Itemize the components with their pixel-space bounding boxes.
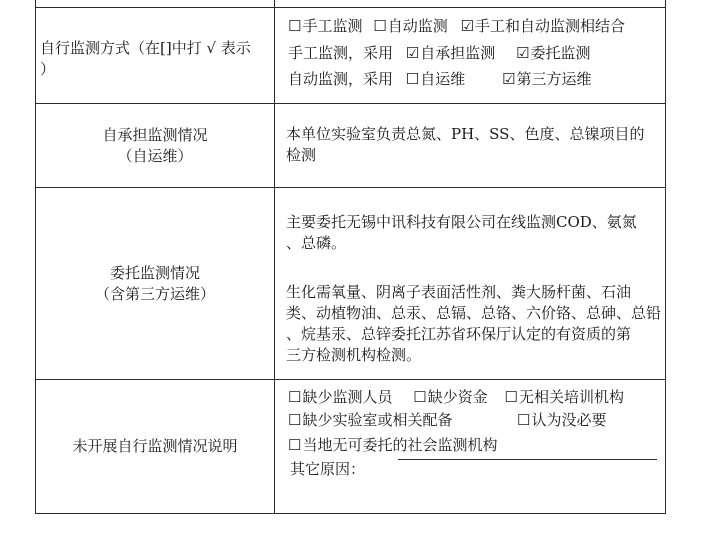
row3-para2-line3: 、烷基汞、总锌委托江苏省环保厅认定的有资质的第 <box>286 325 632 343</box>
row2-text-line1: 本单位实验室负责总氮、PH、SS、色度、总镍项目的 <box>286 125 645 143</box>
option-lack-funds-label: 缺少资金 <box>427 388 488 406</box>
checkbox-combined[interactable]: ☑手工和自动监测相结合 <box>460 17 625 35</box>
row2-label-cell <box>36 104 274 187</box>
row4-options-line2 <box>288 410 452 431</box>
checkbox-self-monitoring[interactable]: ☑自承担监测 <box>405 44 496 62</box>
checkbox-third-party[interactable]: ☑第三方运维 <box>502 70 592 88</box>
row3-label-line1: 委托监测情况 <box>109 263 200 282</box>
checkbox-entrusted[interactable]: ☑委托监测 <box>516 44 591 62</box>
row1-label-line1: 自行监测方式（在[]中打 √ 表示 <box>40 39 251 57</box>
row1-options-line3 <box>288 68 592 89</box>
row3-label-line2: （含第三方运维） <box>94 284 215 303</box>
option-self-monitoring-label: 自承担监测 <box>420 44 496 62</box>
option-manual-label: 手工监测 <box>302 17 363 35</box>
row3-para2-line1: 生化需氧量、阴离子表面活性剂、粪大肠杆菌、石油 <box>286 283 632 301</box>
row4-options-line1 <box>288 387 624 408</box>
row-divider-top <box>35 7 666 8</box>
option-automatic-label: 自动监测 <box>387 17 448 35</box>
row1-label-cell <box>40 38 272 80</box>
table-border-right <box>665 0 666 514</box>
option-no-agency-label: 当地无可委托的社会监测机构 <box>302 436 498 454</box>
checkbox-manual[interactable]: ☐手工监测 <box>288 17 363 35</box>
checkbox-no-agency[interactable]: ☐当地无可委托的社会监测机构 <box>288 436 498 454</box>
row1-label-line2: ） <box>40 60 56 78</box>
option-unnecessary-label: 认为没必要 <box>531 411 607 429</box>
row-divider-bottom <box>35 513 666 514</box>
row2-label-line2: （自运维） <box>117 146 193 165</box>
row4-label: 未开展自行监测情况说明 <box>72 437 238 455</box>
table-border-middle <box>274 0 275 514</box>
checkbox-no-training[interactable]: ☐无相关培训机构 <box>504 388 624 406</box>
row3-para2-line4: 三方检测机构检测。 <box>286 346 422 364</box>
row2-label-line1: 自承担监测情况 <box>102 125 208 144</box>
other-reason-label: 其它原因： <box>290 460 366 478</box>
row3-content-cell <box>286 212 662 366</box>
row4-options-line3 <box>288 435 497 456</box>
checkbox-lack-lab[interactable]: ☐缺少实验室或相关配备 <box>288 411 453 429</box>
automatic-prefix: 自动监测，采用 <box>288 70 394 88</box>
manual-prefix: 手工监测，采用 <box>288 44 394 62</box>
row1-options-line1 <box>288 15 625 36</box>
option-entrusted-label: 委托监测 <box>530 44 591 62</box>
row2-text-line2: 检测 <box>286 146 317 164</box>
option-lack-lab-label: 缺少实验室或相关配备 <box>302 411 453 429</box>
option-no-training-label: 无相关培训机构 <box>518 388 624 406</box>
row4-label-cell <box>36 380 274 513</box>
row3-para2-line2: 类、动植物油、总汞、总镉、总铬、六价铬、总砷、总铅 <box>286 304 662 322</box>
checkbox-unnecessary[interactable]: ☐认为没必要 <box>517 411 607 429</box>
other-reason-input-line[interactable] <box>398 459 657 460</box>
row3-label-cell <box>36 188 274 379</box>
option-lack-staff-label: 缺少监测人员 <box>302 388 393 406</box>
option-self-operation-label: 自运维 <box>420 70 466 88</box>
option-combined-label: 手工和自动监测相结合 <box>474 17 625 35</box>
row3-para1-line2: 、总磷。 <box>286 234 347 252</box>
row4-options-line2b <box>517 410 606 431</box>
row1-options-line2 <box>288 42 591 63</box>
checkbox-self-operation[interactable]: ☐自运维 <box>405 70 466 88</box>
checkbox-lack-staff[interactable]: ☐缺少监测人员 <box>288 388 393 406</box>
checkbox-lack-funds[interactable]: ☐缺少资金 <box>413 388 488 406</box>
row3-para1-line1: 主要委托无锡中讯科技有限公司在线监测COD、氨氮 <box>286 213 637 231</box>
checkbox-automatic[interactable]: ☐自动监测 <box>373 17 448 35</box>
option-third-party-label: 第三方运维 <box>516 70 592 88</box>
row2-content-cell <box>286 124 662 166</box>
